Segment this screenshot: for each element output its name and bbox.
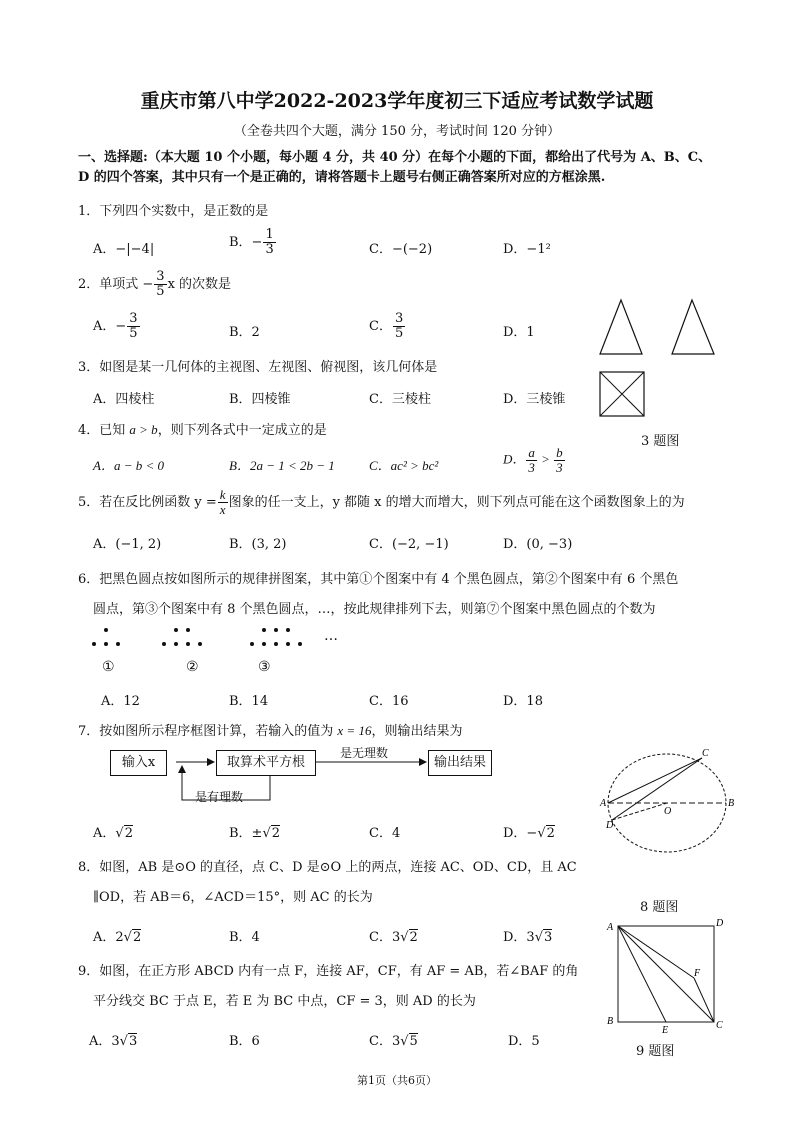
q9-figure-caption: 9 题图: [636, 1044, 675, 1059]
q3-three-views-figure: [596, 296, 726, 426]
q8-option-d: D．3√3: [503, 930, 553, 945]
q1-option-c: C．−(−2): [369, 242, 433, 257]
q9-option-a: A．3√3: [89, 1034, 138, 1049]
q3-option-b: B．四棱锥: [229, 392, 291, 407]
pattern-2: [162, 628, 202, 646]
q2-option-c: C． $\frac{3}{5}$: [369, 311, 404, 341]
q6-option-b: B．14: [229, 694, 269, 709]
svg-text:A: A: [607, 922, 614, 933]
q3-option-c: C．三棱柱: [369, 392, 431, 407]
exam-info: （全卷共四个大题，满分 150 分，考试时间 120 分钟）: [233, 124, 561, 139]
front-view-triangle: [600, 300, 642, 354]
q6-option-d: D．18: [503, 694, 543, 709]
q8-stem-line2: ∥OD，若 AB＝6，∠ACD＝15°，则 AC 的长为: [93, 890, 373, 905]
sqrt-process-box: 取算术平方根: [216, 750, 316, 776]
q6-dot-patterns: [88, 624, 348, 654]
q5-option-d: D．(0, −3): [503, 537, 573, 552]
q6-option-a: A．12: [101, 694, 140, 709]
q8-option-b: B．4: [229, 930, 260, 945]
q8-circle-figure: [598, 744, 744, 854]
q9-square-figure: [604, 916, 728, 1036]
q6-option-c: C．16: [369, 694, 409, 709]
q4-option-d: D． $\frac{a}{3}$ > $\frac{b}{3}$: [503, 445, 563, 475]
rational-branch-label: 是有理数: [195, 790, 244, 804]
q5-option-c: C．(−2, −1): [369, 537, 449, 552]
q4-option-c: C．ac² > bc²: [369, 458, 439, 473]
q1-stem: 1．下列四个实数中，是正数的是: [78, 204, 269, 219]
q2-option-d: D．1: [503, 325, 535, 340]
input-x-box: 输入x: [110, 750, 167, 776]
q7-stem: 7．按如图所示程序框图计算，若输入的值为 x = 16，则输出结果为: [78, 723, 463, 739]
q5-stem: 5．若在反比例函数 y = $\frac{k}{x}$ 图象的任一支上，y 都随 x 的增大而增大，则下列点可能在这个函数图象上的为: [78, 487, 685, 517]
output-box: 输出结果: [428, 750, 492, 776]
q1-option-a: A．−|−4|: [93, 242, 155, 257]
page-footer: 第1页（共6页）: [357, 1074, 437, 1087]
q3-stem: 3．如图是某一几何体的主视图、左视图、俯视图，该几何体是: [78, 360, 438, 375]
svg-text:O: O: [664, 806, 672, 817]
q9-option-b: B．6: [229, 1034, 260, 1049]
svg-text:B: B: [607, 1016, 614, 1027]
svg-text:D: D: [716, 918, 724, 929]
q3-option-d: D．三棱锥: [503, 392, 566, 407]
pattern-3: [250, 628, 302, 646]
pattern-1: [92, 628, 120, 646]
q2-option-a: A．− $\frac{3}{5}$: [93, 311, 138, 341]
irrational-branch-label: 是无理数: [340, 746, 389, 760]
q7-option-d: D．−√2: [503, 826, 555, 841]
q1-option-b: B．− $\frac{1}{3}$: [229, 227, 274, 257]
q4-option-a: A．a − b < 0: [93, 458, 164, 473]
q2-stem: 2．单项式 − $\frac{3}{5}$ x 的次数是: [78, 269, 232, 299]
q8-option-a: A．2√2: [93, 930, 142, 945]
section-heading-line2: D 的四个答案，其中只有一个是正确的，请将答题卡上题号右侧正确答案所对应的方框涂黑.: [78, 170, 606, 185]
q4-option-b: B．2a − 1 < 2b − 1: [229, 458, 335, 473]
pattern-ellipsis: …: [324, 628, 338, 644]
q7-option-a: A．√2: [93, 826, 133, 841]
pattern-3-label: ③: [258, 659, 271, 675]
q6-stem-line2: 圆点，第③个图案中有 8 个黑色圆点，…，按此规律排列下去，则第⑦个图案中黑色圆点的个数为: [93, 602, 656, 617]
q6-stem-line1: 6．把黑色圆点按如图所示的规律拼图案，其中第①个图案中有 4 个黑色圆点，第②个图案中有 6 个黑色: [78, 572, 679, 587]
svg-text:A: A: [600, 798, 607, 809]
q2-option-b: B．2: [229, 325, 260, 340]
q9-stem-line1: 9．如图，在正方形 ABCD 内有一点 F，连接 AF，CF，有 AF = AB，若∠BAF 的角: [78, 964, 579, 979]
q3-option-a: A．四棱柱: [93, 392, 155, 407]
q8-figure-caption: 8 题图: [640, 900, 679, 915]
q3-figure-caption: 3 题图: [641, 434, 680, 449]
pattern-1-label: ①: [102, 659, 115, 675]
svg-text:F: F: [694, 968, 701, 979]
page-title: 重庆市第八中学2022-2023学年度初三下适应考试数学试题: [140, 90, 654, 112]
q7-option-b: B．±√2: [229, 826, 281, 841]
q8-stem-line1: 8．如图，AB 是⊙O 的直径，点 C、D 是⊙O 上的两点，连接 AC、OD、CD，且 AC: [78, 860, 577, 875]
section-heading-line1: 一、选择题:（本大题 10 个小题，每小题 4 分，共 40 分）在每个小题的下面，都给出了代号为 A、B、C、: [78, 150, 712, 165]
side-view-triangle: [672, 300, 714, 354]
q9-option-c: C．3√5: [369, 1034, 418, 1049]
svg-text:E: E: [662, 1025, 669, 1036]
q7-option-c: C．4: [369, 826, 401, 841]
svg-text:C: C: [716, 1020, 723, 1031]
q1-option-d: D．−1²: [503, 242, 551, 257]
q8-option-c: C．3√2: [369, 930, 418, 945]
q4-stem: 4．已知 a > b，则下列各式中一定成立的是: [78, 422, 327, 438]
svg-text:B: B: [728, 798, 735, 809]
svg-text:D: D: [606, 820, 614, 831]
pattern-2-label: ②: [186, 659, 199, 675]
q9-stem-line2: 平分线交 BC 于点 E，若 E 为 BC 中点，CF = 3，则 AD 的长为: [93, 994, 476, 1009]
q5-option-a: A．(−1, 2): [93, 537, 162, 552]
q9-option-d: D．5: [508, 1034, 540, 1049]
q5-option-b: B．(3, 2): [229, 537, 287, 552]
svg-text:C: C: [702, 748, 709, 759]
